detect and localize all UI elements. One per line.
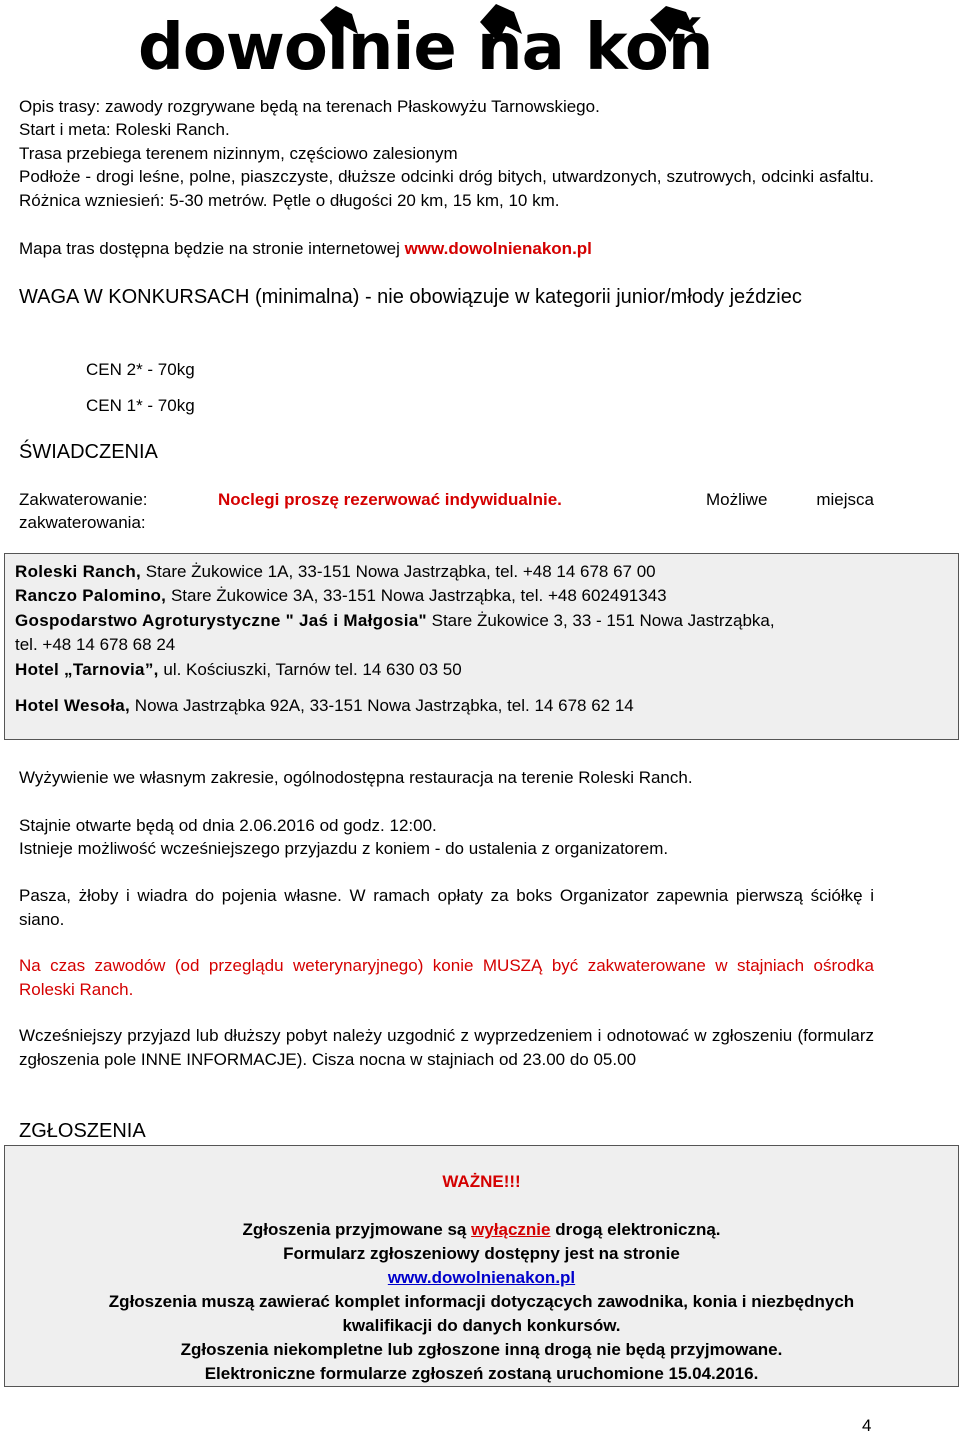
route-terrain: Podłoże - drogi leśne, polne, piaszczyste, dłuższe odcinki dróg bitych, utwardzonych, szutrowych, odcinki asfaltu. Różnica wzniesień: 5-30 metrów. Pętle o długości 20 km, 15 km, 10 km.: [19, 167, 874, 210]
accommodation-name: Gospodarstwo Agroturystyczne " Jaś i Małgosia": [15, 611, 427, 630]
entries-requirements-cont: kwalifikacji do danych konkursów.: [342, 1316, 621, 1335]
accommodation-note-red: Noclegi proszę rezerwować indywidualnie.: [218, 490, 562, 509]
route-map-text: Mapa tras dostępna będzie na stronie internetowej: [19, 239, 405, 258]
accommodation-label-text: Zakwaterowanie:: [19, 490, 148, 509]
entries-line-electronic: [5, 1218, 958, 1241]
page-number: 4: [862, 1416, 872, 1435]
stables-open: Stajnie otwarte będą od dnia 2.06.2016 od godz. 12:00.: [19, 816, 437, 835]
entries-box: [4, 1145, 959, 1387]
accommodation-row: [15, 609, 775, 632]
accommodation-row-continued: tel. +48 14 678 68 24: [15, 635, 176, 654]
entries-link[interactable]: www.dowolnienakon.pl: [387, 1268, 576, 1287]
accommodation-name: Roleski Ranch,: [15, 562, 142, 581]
logo-text: dowolnie na koń: [138, 11, 713, 85]
entries-line-text: drogą elektroniczną.: [550, 1220, 721, 1239]
weight-item: CEN 1* - 70kg: [86, 396, 195, 415]
feed-info: Pasza, żłoby i wiadra do pojenia własne. W ramach opłaty za boks Organizator zapewnia pierwszą ściółkę i siano.: [19, 886, 874, 929]
entries-line-text: Zgłoszenia przyjmowane są: [242, 1220, 472, 1239]
accommodation-details: ul. Kościuszki, Tarnów tel. 14 630 03 50: [158, 660, 462, 679]
accommodation-name: Hotel „Tarnovia”,: [15, 660, 159, 679]
entries-incomplete: Zgłoszenia niekompletne lub zgłoszone inną drogą nie będą przyjmowane.: [180, 1340, 783, 1359]
accommodation-box: [4, 553, 959, 740]
accommodation-details: Stare Żukowice 3, 33 - 151 Nowa Jastrząbka,: [426, 611, 775, 630]
logo: [130, 0, 760, 88]
accommodation-row: [15, 694, 634, 717]
accommodation-details: Stare Żukowice 3A, 33-151 Nowa Jastrząbka, tel. +48 602491343: [166, 586, 667, 605]
route-line-1: Opis trasy: zawody rozgrywane będą na terenach Płaskowyżu Tarnowskiego.: [19, 97, 600, 116]
entries-link-row: [5, 1266, 958, 1289]
entries-heading: ZGŁOSZENIA: [19, 1120, 146, 1142]
entries-form-info: Formularz zgłoszeniowy dostępny jest na stronie: [283, 1244, 680, 1263]
accommodation-label: [19, 488, 209, 511]
route-map-link[interactable]: www.dowolnienakon.pl: [404, 239, 592, 258]
route-line-3: Trasa przebiega terenem nizinnym, częściowo zalesionym: [19, 144, 458, 163]
accommodation-row: [15, 560, 656, 583]
accommodation-note-possible: Możliwe miejsca: [706, 490, 874, 509]
accommodation-name: Hotel Wesoła,: [15, 696, 131, 715]
weight-item: CEN 2* - 70kg: [86, 360, 195, 379]
accommodation-row: [15, 584, 667, 607]
accommodation-row: [15, 658, 462, 681]
entries-requirements: Zgłoszenia muszą zawierać komplet informacji dotyczących zawodnika, konia i niezbędnych: [108, 1292, 855, 1311]
arrival-info: Wcześniejszy przyjazd lub dłuższy pobyt należy uzgodnić z wyprzedzeniem i odnotować w zgłoszeniu (formularz zgłoszenia pole INNE INFORMACJE). Cisza nocna w stajniach od 23.00 do 05.00: [19, 1026, 874, 1069]
entries-exclusively: wyłącznie: [471, 1220, 551, 1239]
accommodation-name: Ranczo Palomino,: [15, 586, 167, 605]
accommodation-note-places: zakwaterowania:: [19, 513, 146, 532]
entries-launch-date: Elektroniczne formularze zgłoszeń zostaną uruchomione 15.04.2016.: [204, 1364, 759, 1383]
accommodation-details: Nowa Jastrząbka 92A, 33-151 Nowa Jastrząbka, tel. 14 678 62 14: [130, 696, 634, 715]
services-heading: ŚWIADCZENIA: [19, 441, 158, 463]
red-notice: Na czas zawodów (od przeglądu weterynaryjnego) konie MUSZĄ być zakwaterowane w stajniach ośrodka Roleski Ranch.: [19, 956, 874, 999]
early-arrival: Istnieje możliwość wcześniejszego przyjazdu z koniem - do ustalenia z organizatorem.: [19, 839, 669, 858]
route-map: [19, 237, 874, 261]
route-line-2: Start i meta: Roleski Ranch.: [19, 120, 230, 139]
accommodation-details: Stare Żukowice 1A, 33-151 Nowa Jastrząbka, tel. +48 14 678 67 00: [141, 562, 656, 581]
food-info: Wyżywienie we własnym zakresie, ogólnodostępna restauracja na terenie Roleski Ranch.: [19, 768, 693, 787]
important-label: WAŻNE!!!: [442, 1172, 521, 1191]
weight-heading: WAGA W KONKURSACH (minimalna) - nie obowiązuje w kategorii junior/młody jeździec: [19, 286, 802, 308]
